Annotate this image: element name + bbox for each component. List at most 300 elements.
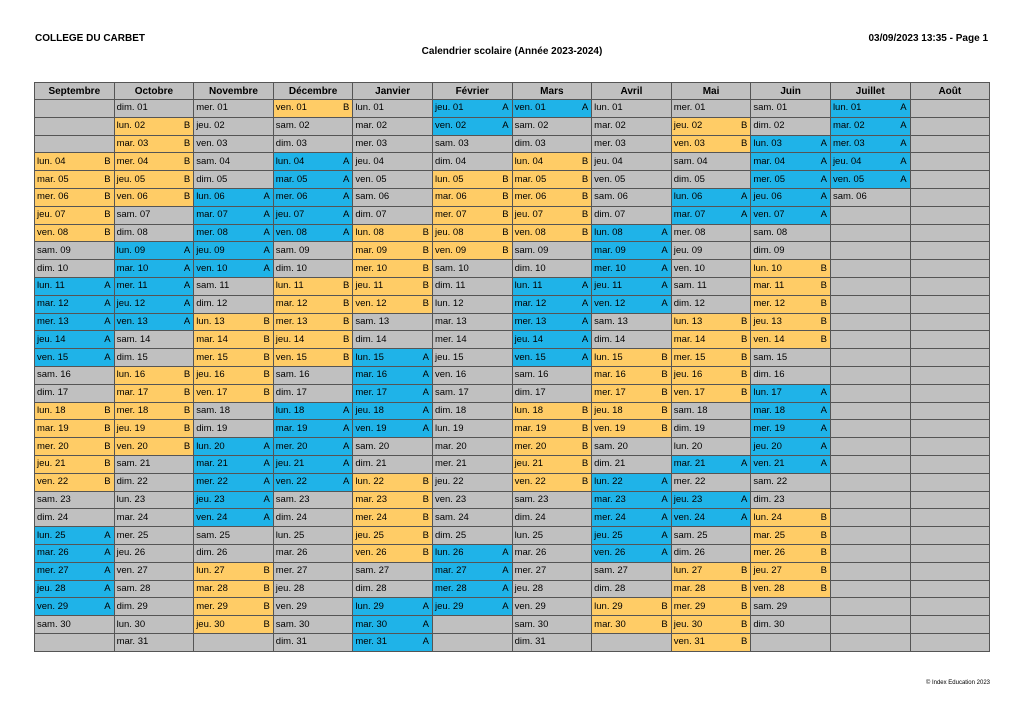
day-cell	[751, 313, 831, 331]
day-label: ven. 28	[753, 582, 785, 594]
day-cell	[353, 260, 433, 278]
empty-cell	[432, 633, 512, 651]
day-cell	[671, 313, 751, 331]
day-cell	[114, 135, 194, 153]
day-label: mar. 07	[196, 209, 228, 221]
zone-letter: B	[502, 209, 509, 221]
day-cell	[35, 313, 115, 331]
zone-letter: B	[104, 422, 111, 434]
day-cell	[114, 438, 194, 456]
day-cell	[35, 153, 115, 171]
day-label: mer. 08	[196, 226, 228, 238]
day-label: jeu. 21	[37, 458, 66, 470]
day-cell	[35, 473, 115, 491]
day-cell	[114, 420, 194, 438]
day-label: lun. 11	[514, 280, 543, 292]
day-cell	[273, 153, 353, 171]
day-cell	[353, 455, 433, 473]
day-label: dim. 12	[673, 298, 705, 310]
day-label: ven. 10	[673, 262, 705, 274]
day-cell	[114, 544, 194, 562]
day-cell	[592, 242, 672, 260]
day-cell	[592, 420, 672, 438]
day-cell	[353, 188, 433, 206]
day-row	[35, 509, 990, 527]
zone-letter: A	[263, 209, 270, 221]
day-label: lun. 24	[753, 511, 782, 523]
day-cell	[194, 509, 274, 527]
month-header: Août	[910, 83, 990, 100]
day-label: ven. 13	[116, 315, 148, 327]
day-cell	[114, 153, 194, 171]
empty-cell	[35, 633, 115, 651]
empty-cell	[830, 384, 910, 402]
day-label: mar. 23	[594, 493, 626, 505]
day-cell	[114, 277, 194, 295]
day-cell	[671, 384, 751, 402]
day-cell	[512, 402, 592, 420]
day-cell	[751, 224, 831, 242]
zone-letter: A	[502, 102, 509, 114]
day-row	[35, 562, 990, 580]
day-label: mar. 03	[116, 137, 149, 149]
day-label: sam. 16	[37, 369, 71, 381]
empty-cell	[830, 224, 910, 242]
day-cell	[114, 100, 194, 118]
day-cell	[194, 438, 274, 456]
day-cell	[432, 171, 512, 189]
empty-cell	[910, 598, 990, 616]
zone-letter: A	[343, 209, 350, 221]
day-cell	[353, 598, 433, 616]
zone-letter: A	[502, 565, 509, 577]
day-label: sam. 02	[514, 120, 549, 132]
day-cell	[751, 420, 831, 438]
empty-cell	[830, 598, 910, 616]
day-cell	[592, 188, 672, 206]
day-label: lun. 09	[116, 244, 146, 256]
zone-letter: A	[422, 600, 429, 612]
day-label: sam. 11	[196, 280, 230, 292]
day-cell	[273, 491, 353, 509]
day-cell	[273, 224, 353, 242]
day-cell	[194, 206, 274, 224]
school-calendar-table	[34, 82, 990, 652]
day-cell	[512, 509, 592, 527]
zone-letter: A	[104, 280, 111, 292]
day-cell	[512, 544, 592, 562]
day-label: lun. 08	[594, 226, 623, 238]
day-label: ven. 19	[355, 422, 387, 434]
day-label: mer. 31	[355, 636, 388, 648]
day-cell	[194, 491, 274, 509]
day-cell	[35, 580, 115, 598]
empty-cell	[910, 420, 990, 438]
day-label: sam. 09	[37, 244, 71, 256]
day-label: sam. 09	[514, 244, 549, 256]
day-cell	[432, 206, 512, 224]
empty-cell	[830, 562, 910, 580]
day-label: ven. 29	[37, 600, 69, 612]
day-label: mer. 27	[37, 565, 69, 577]
zone-letter: A	[581, 333, 589, 345]
day-cell	[671, 616, 751, 634]
day-label: jeu. 28	[514, 582, 544, 594]
zone-letter: A	[343, 476, 350, 488]
day-label: lun. 12	[434, 298, 464, 310]
empty-cell	[910, 633, 990, 651]
day-label: dim. 16	[753, 369, 785, 381]
day-cell	[353, 562, 433, 580]
empty-cell	[830, 438, 910, 456]
day-cell	[751, 438, 831, 456]
day-label: jeu. 21	[275, 458, 305, 470]
empty-cell	[910, 438, 990, 456]
day-cell	[751, 402, 831, 420]
day-label: ven. 27	[116, 565, 148, 577]
day-cell	[592, 527, 672, 545]
zone-letter: B	[343, 333, 350, 345]
day-label: dim. 14	[355, 333, 387, 345]
day-cell	[512, 616, 592, 634]
zone-letter: B	[820, 582, 827, 594]
day-cell	[671, 562, 751, 580]
zone-letter: A	[104, 565, 111, 577]
day-cell	[751, 260, 831, 278]
day-cell	[751, 473, 831, 491]
zone-letter: B	[183, 191, 191, 203]
zone-letter: A	[741, 191, 748, 203]
day-label: ven. 12	[355, 298, 387, 310]
zone-letter: A	[820, 404, 827, 416]
empty-cell	[910, 580, 990, 598]
page-title: Calendrier scolaire (Année 2023-2024)	[421, 46, 603, 57]
day-cell	[432, 384, 512, 402]
day-cell	[751, 562, 831, 580]
day-cell	[273, 633, 353, 651]
zone-letter: B	[741, 600, 748, 612]
day-row	[35, 242, 990, 260]
day-label: mar. 12	[37, 298, 69, 310]
day-label: mar. 26	[514, 547, 547, 559]
day-label: lun. 16	[116, 369, 146, 381]
day-label: mar. 10	[116, 262, 149, 274]
day-label: dim. 26	[196, 547, 228, 559]
day-cell	[432, 544, 512, 562]
day-label: jeu. 20	[753, 440, 782, 452]
day-cell	[512, 135, 592, 153]
day-label: jeu. 18	[594, 404, 623, 416]
day-row	[35, 188, 990, 206]
day-cell	[592, 313, 672, 331]
zone-letter: B	[820, 547, 827, 559]
day-cell	[353, 206, 433, 224]
empty-cell	[910, 100, 990, 118]
day-row	[35, 527, 990, 545]
day-cell	[432, 242, 512, 260]
day-cell	[194, 616, 274, 634]
day-cell	[114, 224, 194, 242]
day-label: jeu. 08	[434, 226, 464, 238]
day-label: mar. 14	[673, 333, 706, 345]
day-row	[35, 206, 990, 224]
day-label: ven. 31	[673, 636, 705, 648]
zone-letter: B	[741, 120, 748, 132]
day-cell	[512, 598, 592, 616]
day-label: dim. 19	[196, 422, 228, 434]
day-cell	[512, 349, 592, 367]
empty-cell	[910, 117, 990, 135]
day-cell	[273, 135, 353, 153]
day-cell	[432, 117, 512, 135]
day-label: lun. 06	[673, 191, 703, 203]
day-label: sam. 23	[514, 493, 549, 505]
day-label: mar. 24	[116, 511, 149, 523]
day-row	[35, 438, 990, 456]
zone-letter: B	[422, 493, 429, 505]
zone-letter: A	[263, 440, 270, 452]
zone-letter: A	[263, 191, 270, 203]
day-cell	[273, 171, 353, 189]
zone-letter: A	[183, 280, 191, 292]
zone-letter: A	[820, 387, 827, 399]
day-label: dim. 07	[594, 209, 626, 221]
day-cell	[671, 633, 751, 651]
zone-letter: B	[581, 476, 589, 488]
day-label: ven. 15	[275, 351, 307, 363]
print-timestamp: 03/09/2023 13:35 - Page 1	[868, 33, 988, 44]
day-cell	[432, 402, 512, 420]
day-cell	[35, 349, 115, 367]
day-label: mar. 19	[275, 422, 308, 434]
day-label: jeu. 15	[434, 351, 464, 363]
day-row	[35, 580, 990, 598]
day-cell	[273, 616, 353, 634]
day-cell	[432, 562, 512, 580]
day-label: dim. 26	[673, 547, 705, 559]
zone-letter: B	[422, 244, 429, 256]
day-label: sam. 07	[116, 209, 151, 221]
day-cell	[353, 313, 433, 331]
day-cell	[512, 313, 592, 331]
day-label: jeu. 26	[116, 547, 146, 559]
day-cell	[114, 402, 194, 420]
day-label: mer. 12	[753, 298, 786, 310]
day-label: mar. 05	[514, 173, 547, 185]
day-cell	[114, 473, 194, 491]
day-label: sam. 03	[434, 137, 469, 149]
day-label: dim. 24	[275, 511, 307, 523]
day-label: lun. 19	[434, 422, 464, 434]
day-cell	[35, 366, 115, 384]
empty-cell	[830, 491, 910, 509]
zone-letter: A	[263, 244, 270, 256]
day-label: mar. 21	[196, 458, 228, 470]
zone-letter: A	[343, 155, 350, 167]
day-cell	[194, 366, 274, 384]
day-label: ven. 21	[753, 458, 785, 470]
day-label: jeu. 09	[673, 244, 703, 256]
zone-letter: B	[183, 422, 191, 434]
day-label: mer. 10	[355, 262, 388, 274]
day-label: sam. 06	[355, 191, 390, 203]
day-cell	[512, 295, 592, 313]
day-label: lun. 18	[514, 404, 544, 416]
day-cell	[114, 384, 194, 402]
day-cell	[35, 171, 115, 189]
day-label: ven. 07	[753, 209, 785, 221]
day-cell	[671, 598, 751, 616]
day-label: lun. 30	[116, 618, 146, 630]
day-cell	[35, 544, 115, 562]
day-cell	[273, 598, 353, 616]
zone-letter: A	[661, 511, 668, 523]
zone-letter: A	[422, 387, 429, 399]
zone-letter: A	[661, 280, 668, 292]
day-cell	[592, 295, 672, 313]
day-cell	[751, 135, 831, 153]
zone-letter: A	[183, 315, 191, 327]
empty-cell	[910, 171, 990, 189]
day-label: sam. 16	[514, 369, 549, 381]
day-label: dim. 28	[355, 582, 387, 594]
day-cell	[353, 473, 433, 491]
zone-letter: A	[820, 440, 827, 452]
day-row	[35, 455, 990, 473]
zone-letter: B	[422, 226, 429, 238]
day-cell	[751, 598, 831, 616]
day-cell	[751, 153, 831, 171]
day-cell	[671, 206, 751, 224]
day-label: lun. 04	[275, 155, 305, 167]
day-label: jeu. 13	[753, 315, 782, 327]
day-cell	[512, 366, 592, 384]
day-label: mar. 09	[594, 244, 626, 256]
day-cell	[194, 331, 274, 349]
empty-cell	[830, 616, 910, 634]
zone-letter: B	[183, 440, 191, 452]
day-cell	[194, 562, 274, 580]
day-label: ven. 26	[594, 547, 626, 559]
day-label: sam. 24	[434, 511, 469, 523]
day-cell	[432, 509, 512, 527]
day-label: jeu. 18	[355, 404, 384, 416]
day-label: jeu. 01	[434, 102, 464, 114]
day-cell	[751, 580, 831, 598]
day-label: sam. 23	[275, 493, 310, 505]
day-row	[35, 153, 990, 171]
day-row	[35, 544, 990, 562]
day-label: mar. 18	[753, 404, 786, 416]
day-cell	[512, 277, 592, 295]
day-label: sam. 06	[594, 191, 628, 203]
empty-cell	[830, 402, 910, 420]
zone-letter: B	[820, 280, 827, 292]
day-label: lun. 25	[514, 529, 544, 541]
empty-cell	[751, 633, 831, 651]
empty-cell	[830, 260, 910, 278]
day-cell	[671, 117, 751, 135]
day-label: ven. 09	[434, 244, 467, 256]
day-cell	[114, 171, 194, 189]
day-cell	[830, 188, 910, 206]
empty-cell	[830, 295, 910, 313]
day-cell	[114, 491, 194, 509]
zone-letter: A	[422, 351, 429, 363]
day-label: sam. 30	[37, 618, 71, 630]
day-label: mer. 29	[196, 600, 228, 612]
empty-cell	[830, 473, 910, 491]
day-cell	[114, 313, 194, 331]
day-label: sam. 01	[753, 102, 788, 114]
zone-letter: B	[581, 226, 589, 238]
day-label: dim. 05	[673, 173, 705, 185]
zone-letter: B	[502, 173, 509, 185]
zone-letter: A	[263, 226, 270, 238]
day-label: dim. 24	[514, 511, 546, 523]
empty-cell	[910, 384, 990, 402]
month-header: Février	[432, 83, 512, 100]
day-label: ven. 05	[355, 173, 387, 185]
day-label: dim. 08	[116, 226, 148, 238]
day-cell	[751, 509, 831, 527]
day-cell	[353, 527, 433, 545]
zone-letter: A	[343, 191, 350, 203]
zone-letter: B	[343, 102, 350, 114]
day-label: lun. 11	[37, 280, 65, 292]
day-cell	[432, 135, 512, 153]
zone-letter: B	[661, 422, 668, 434]
day-label: sam. 11	[673, 280, 707, 292]
empty-cell	[432, 616, 512, 634]
day-cell	[353, 491, 433, 509]
day-label: mar. 16	[594, 369, 626, 381]
zone-letter: A	[502, 582, 509, 594]
day-cell	[432, 153, 512, 171]
empty-cell	[910, 562, 990, 580]
day-cell	[35, 438, 115, 456]
day-label: mar. 07	[673, 209, 706, 221]
day-label: lun. 02	[116, 120, 146, 132]
day-label: mer. 06	[514, 191, 547, 203]
day-label: sam. 02	[275, 120, 310, 132]
day-label: jeu. 09	[196, 244, 225, 256]
day-label: jeu. 14	[37, 333, 66, 345]
zone-letter: B	[104, 155, 111, 167]
day-label: mar. 17	[116, 387, 149, 399]
day-label: ven. 08	[514, 226, 546, 238]
day-label: sam. 04	[673, 155, 708, 167]
zone-letter: B	[263, 600, 270, 612]
day-cell	[751, 188, 831, 206]
day-cell	[432, 491, 512, 509]
day-cell	[830, 117, 910, 135]
day-cell	[512, 171, 592, 189]
zone-letter: B	[581, 191, 589, 203]
day-cell	[194, 135, 274, 153]
day-label: lun. 23	[116, 493, 146, 505]
day-cell	[194, 402, 274, 420]
day-cell	[671, 100, 751, 118]
day-label: lun. 04	[514, 155, 544, 167]
day-cell	[273, 260, 353, 278]
zone-letter: A	[104, 529, 111, 541]
day-label: dim. 23	[753, 493, 785, 505]
day-label: sam. 08	[753, 226, 788, 238]
day-label: dim. 17	[275, 387, 307, 399]
day-cell	[592, 331, 672, 349]
day-label: sam. 17	[434, 387, 469, 399]
